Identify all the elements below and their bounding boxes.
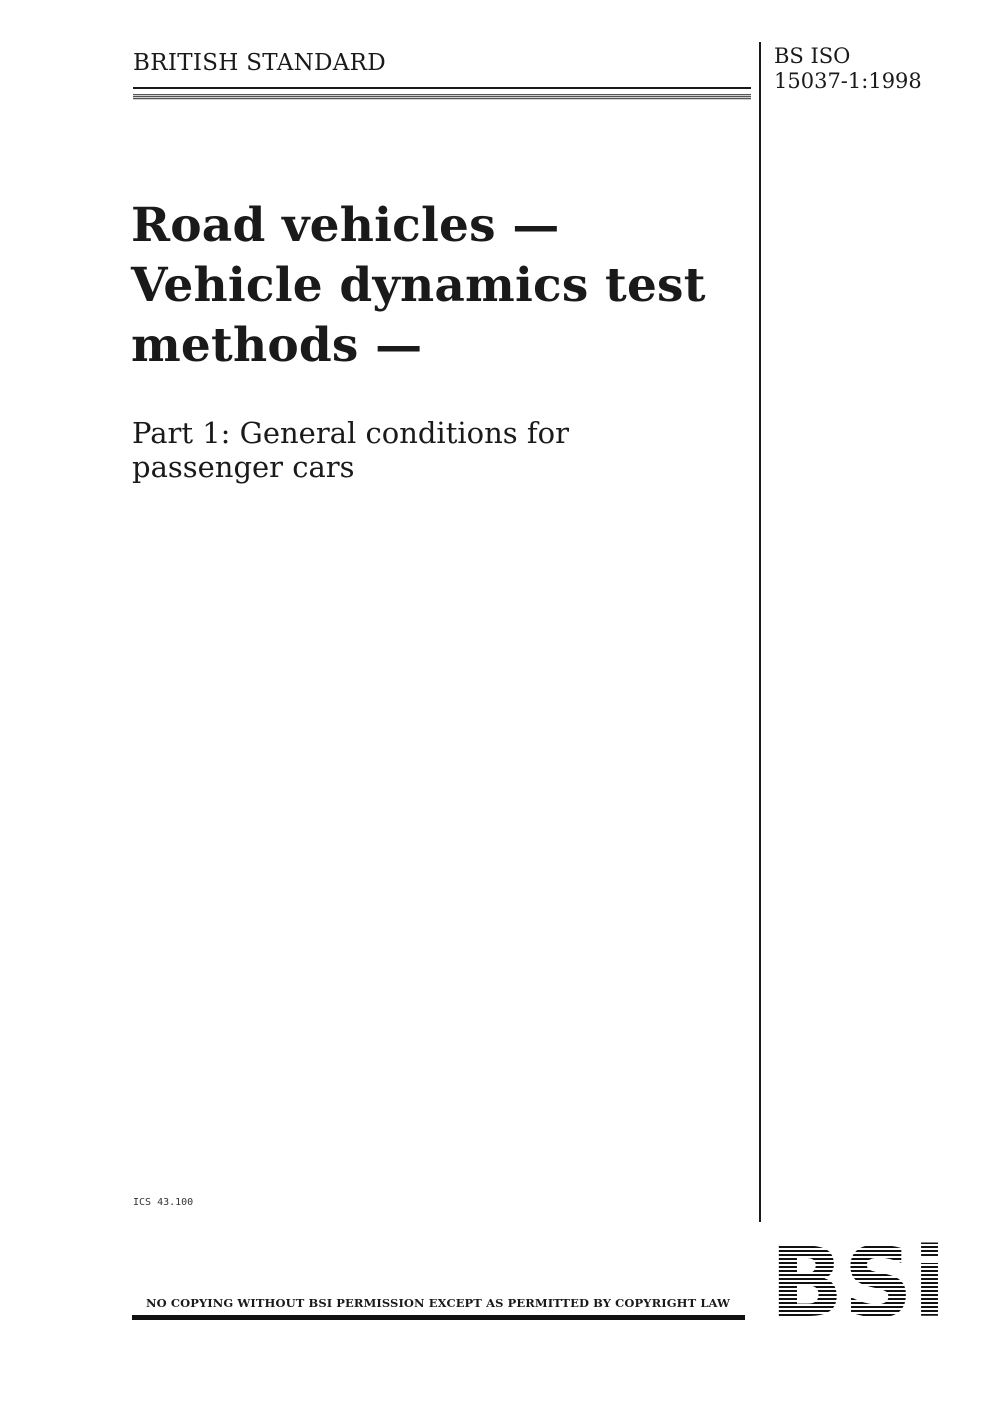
title-line3: methods — — [131, 318, 423, 373]
document-subtitle — [132, 416, 742, 484]
standard-number — [774, 44, 922, 94]
subtitle-line1: Part 1: General conditions for — [132, 416, 569, 450]
title-line1: Road vehicles — — [131, 198, 560, 253]
standard-number-line1: BS ISO — [774, 44, 851, 68]
standard-number-line2: 15037-1:1998 — [774, 69, 922, 93]
vertical-divider — [759, 42, 761, 1222]
footer-rule — [132, 1315, 745, 1320]
header-rule-shaded — [133, 94, 751, 100]
series-label: BRITISH STANDARD — [133, 50, 387, 76]
subtitle-line2: passenger cars — [132, 450, 355, 484]
document-title — [131, 196, 741, 376]
ics-code: ICS 43.100 — [133, 1197, 194, 1208]
header-rule — [133, 87, 751, 89]
title-line2: Vehicle dynamics test — [131, 258, 706, 313]
bsi-logo-icon — [770, 1242, 946, 1320]
copyright-notice: NO COPYING WITHOUT BSI PERMISSION EXCEPT AS PERMITTED BY COPYRIGHT LAW — [146, 1296, 731, 1310]
